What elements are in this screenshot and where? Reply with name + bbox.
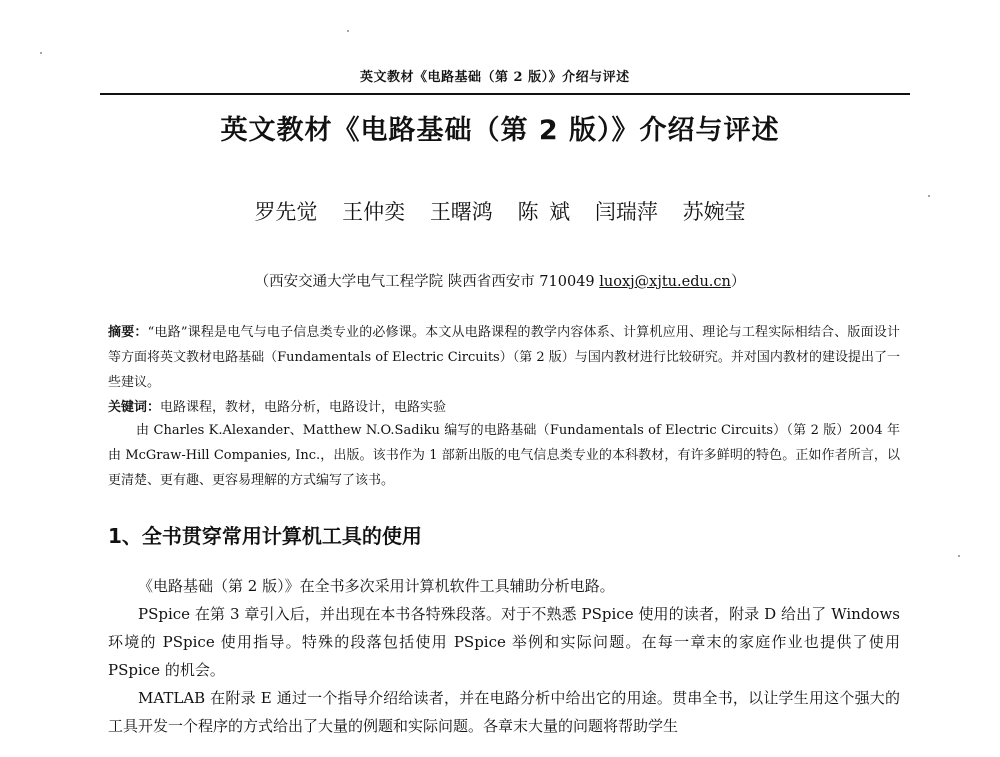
- keywords: [108, 395, 900, 420]
- affiliation: [0, 270, 1000, 291]
- body-paragraph: 《电路基础（第 2 版）》在全书多次采用计算机软件工具辅助分析电路。: [138, 577, 615, 595]
- body-paragraph: MATLAB 在附录 E 通过一个指导介绍给读者，并在电路分析中给出它的用途。贯串全书，以让学生用这个强大的工具开发一个程序的方式给出了大量的例题和实际问题。各章末大量的问题将帮助学生: [108, 689, 900, 735]
- abstract-label: 摘要：: [108, 325, 148, 340]
- author: 王仲奕: [342, 200, 406, 224]
- affiliation-text: （西安交通大学电气工程学院 陕西省西安市 710049: [254, 274, 600, 290]
- scan-speck: [928, 195, 930, 197]
- abstract-text: “电路”课程是电气与电子信息类专业的必修课。本文从电路课程的教学内容体系、计算机应用、理论与工程实际相结合、版面设计等方面将英文教材电路基础（Fundamentals of Electric Circuits）（第 2 版）与国内教材进行比较研究。并对国内教材的建设提出了一些建议。: [108, 325, 900, 390]
- abstract: [108, 320, 900, 395]
- author: 罗先觉: [254, 200, 318, 224]
- article-title: 英文教材《电路基础（第 2 版）》介绍与评述: [220, 115, 780, 146]
- keywords-label: 关键词：: [108, 400, 161, 415]
- author-email-link[interactable]: luoxj@xjtu.edu.cn: [599, 274, 731, 290]
- author: 苏婉莹: [682, 200, 746, 224]
- body-paragraph: PSpice 在第 3 章引入后，并出现在本书各特殊段落。对于不熟悉 PSpice 使用的读者，附录 D 给出了 Windows 环境的 PSpice 使用指导。特殊的段落包括使用 PSpice 举例和实际问题。在每一章末的家庭作业也提供了使用 PSpice 的机会。: [108, 605, 900, 679]
- scan-speck: [347, 30, 349, 32]
- author: 闫瑞萍: [594, 200, 658, 224]
- section-heading: 1、全书贯穿常用计算机工具的使用: [108, 524, 422, 548]
- scan-speck: [958, 555, 960, 557]
- header-rule: [100, 93, 910, 95]
- author: 陈 斌: [517, 200, 571, 224]
- author: 王曙鸿: [429, 200, 493, 224]
- scan-speck: [40, 52, 42, 54]
- intro-paragraph: 由 Charles K.Alexander、Matthew N.O.Sadiku 编写的电路基础（Fundamentals of Electric Circuits）（第 2 版）2004 年由 McGraw-Hill Companies, Inc.，出版。该书作为 1 部新出版的电气信息类专业的本科教材，有许多鲜明的特色。正如作者所言，以更清楚、更有趣、更容易理解的方式编写了该书。: [108, 423, 900, 488]
- keywords-text: 电路课程，教材，电路分析，电路设计，电路实验: [160, 400, 447, 415]
- running-head: 英文教材《电路基础（第 2 版）》介绍与评述: [360, 70, 630, 85]
- affiliation-close: ）: [730, 274, 746, 290]
- author-list: [0, 196, 1000, 226]
